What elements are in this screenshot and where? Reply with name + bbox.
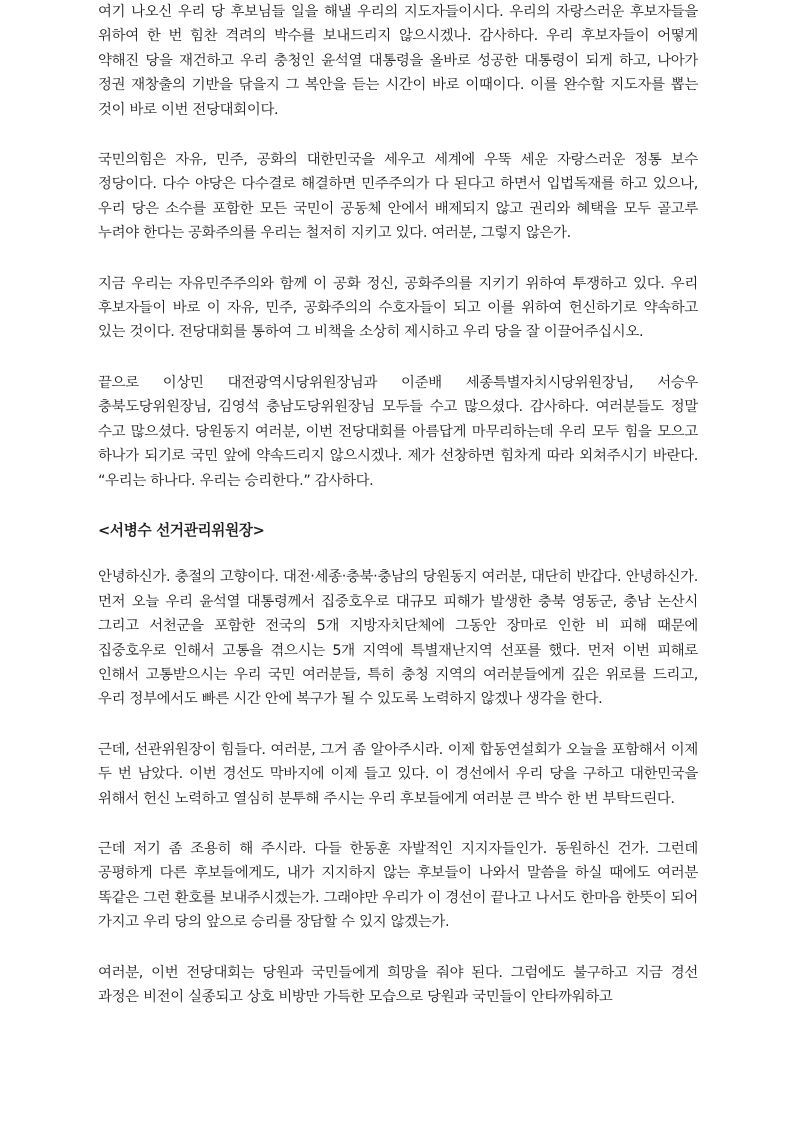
paragraph-liberal-democracy: 지금 우리는 자유민주주의와 함께 이 공화 정신, 공화주의를 지키기 위하여 투쟁하고 있다. 우리 후보자들이 바로 이 자유, 민주, 공화주의의 수호자들이 되고 이를 위하여 헌신하기로 약속하고 있는 것이다. 전당대회를 통하여 그 비책을 소상히 제시하고 우리 당을 잘 이끌어주십시오. [98,275,698,341]
paragraph-convention-hope: 여러분, 이번 전당대회는 당원과 국민들에게 희망을 줘야 된다. 그럼에도 불구하고 지금 경선 과정은 비전이 실종되고 상호 비방만 가득한 모습으로 당원과 국민들이 안타까워하고 [98,964,698,1005]
paragraph-greeting-disaster: 안녕하신가. 충절의 고향이다. 대전‧세종‧충북‧충남의 당원동지 여러분, 대단히 반갑다. 안녕하신가. 먼저 오늘 우리 윤석열 대통령께서 집중호우로 대규모 피해가 발생한 충북 영동군, 충남 논산시 그리고 서천군을 포함한 전국의 5개 지방자치단체에 그동안 장마로 인한 비 피해 때문에 집중호우로 인해서 고통을 겪으시는 5개 지역에 특별재난지역 선포를 했다. 먼저 이번 피해로 인해서 고통받으시는 우리 국민 여러분들, 특히 충청 지역의 여러분들에게 깊은 위로를 드리고, 우리 정부에서도 빠른 시간 안에 복구가 될 수 있도록 노력하지 않겠나 생각을 한다. [98,569,698,708]
paragraph-republicanism: 국민의힘은 자유, 민주, 공화의 대한민국을 세우고 세계에 우뚝 세운 자랑스러운 정통 보수 정당이다. 다수 야당은 다수결로 해결하면 민주주의가 다 된다고 하면서 입법독재를 하고 있으나, 우리 당은 소수를 포함한 모든 국민이 공동체 안에서 배제되지 않고 권리와 혜택을 모두 골고루 누려야 한다는 공화주의를 우리는 철저히 지키고 있다. 여러분, 그렇지 않은가. [98,152,698,242]
document-body [98,0,698,1035]
paragraph-fair-cheering: 근데 저기 좀 조용히 해 주시라. 다들 한동훈 자발적인 지지자들인가. 동원하신 건가. 그런데 공평하게 다른 후보들에게도, 내가 지지하지 않는 후보들이 나와서 말씀을 하실 때에도 여러분 똑같은 그런 환호를 보내주시겠는가. 그래야만 우리가 이 경선이 끝나고 나서도 한마음 한뜻이 되어 가지고 우리 당의 앞으로 승리를 장담할 수 있지 않겠는가. [98,840,698,931]
paragraph-candidates-leaders: 여기 나오신 우리 당 후보님들 일을 해낼 우리의 지도자들이시다. 우리의 자랑스러운 후보자들을 위하여 한 번 힘찬 격려의 박수를 보내드리지 않으시겠나. 감사하다. 우리 후보자들이 어떻게 약해진 당을 재건하고 우리 충청인 윤석열 대통령을 올바로 성공한 대통령이 되게 하고, 나아가 정권 재창출의 기반을 닦을지 그 복안을 듣는 시간이 바로 이때이다. 이를 완수할 지도자를 뽑는 것이 바로 이번 전당대회이다. [98,4,698,118]
paragraph-election-committee: 근데, 선관위원장이 힘들다. 여러분, 그거 좀 알아주시라. 이제 합동연설회가 오늘을 포함해서 이제 두 번 남았다. 이번 경선도 막바지에 이제 들고 있다. 이 경선에서 우리 당을 구하고 대한민국을 위해서 헌신 노력하고 열심히 분투해 주시는 우리 후보들에게 여러분 큰 박수 한 번 부탁드린다. [98,741,698,807]
paragraph-closing-thanks: 끝으로 이상민 대전광역시당위원장님과 이준배 세종특별자치시당위원장님, 서승우 충북도당위원장님, 김영석 충남도당위원장님 모두들 수고 많으셨다. 감사하다. 여러분들도 정말 수고 많으셨다. 당원동지 여러분, 이번 전당대회를 아름답게 마무리하는데 우리 모두 힘을 모으고 하나가 되기로 국민 앞에 약속드리지 않으시겠나. 제가 선창하면 힘차게 따라 외쳐주시기 바란다. “우리는 하나다. 우리는 승리한다.” 감사하다. [98,374,698,489]
speaker-heading: <서병수 선거관리위원장> [98,521,265,539]
